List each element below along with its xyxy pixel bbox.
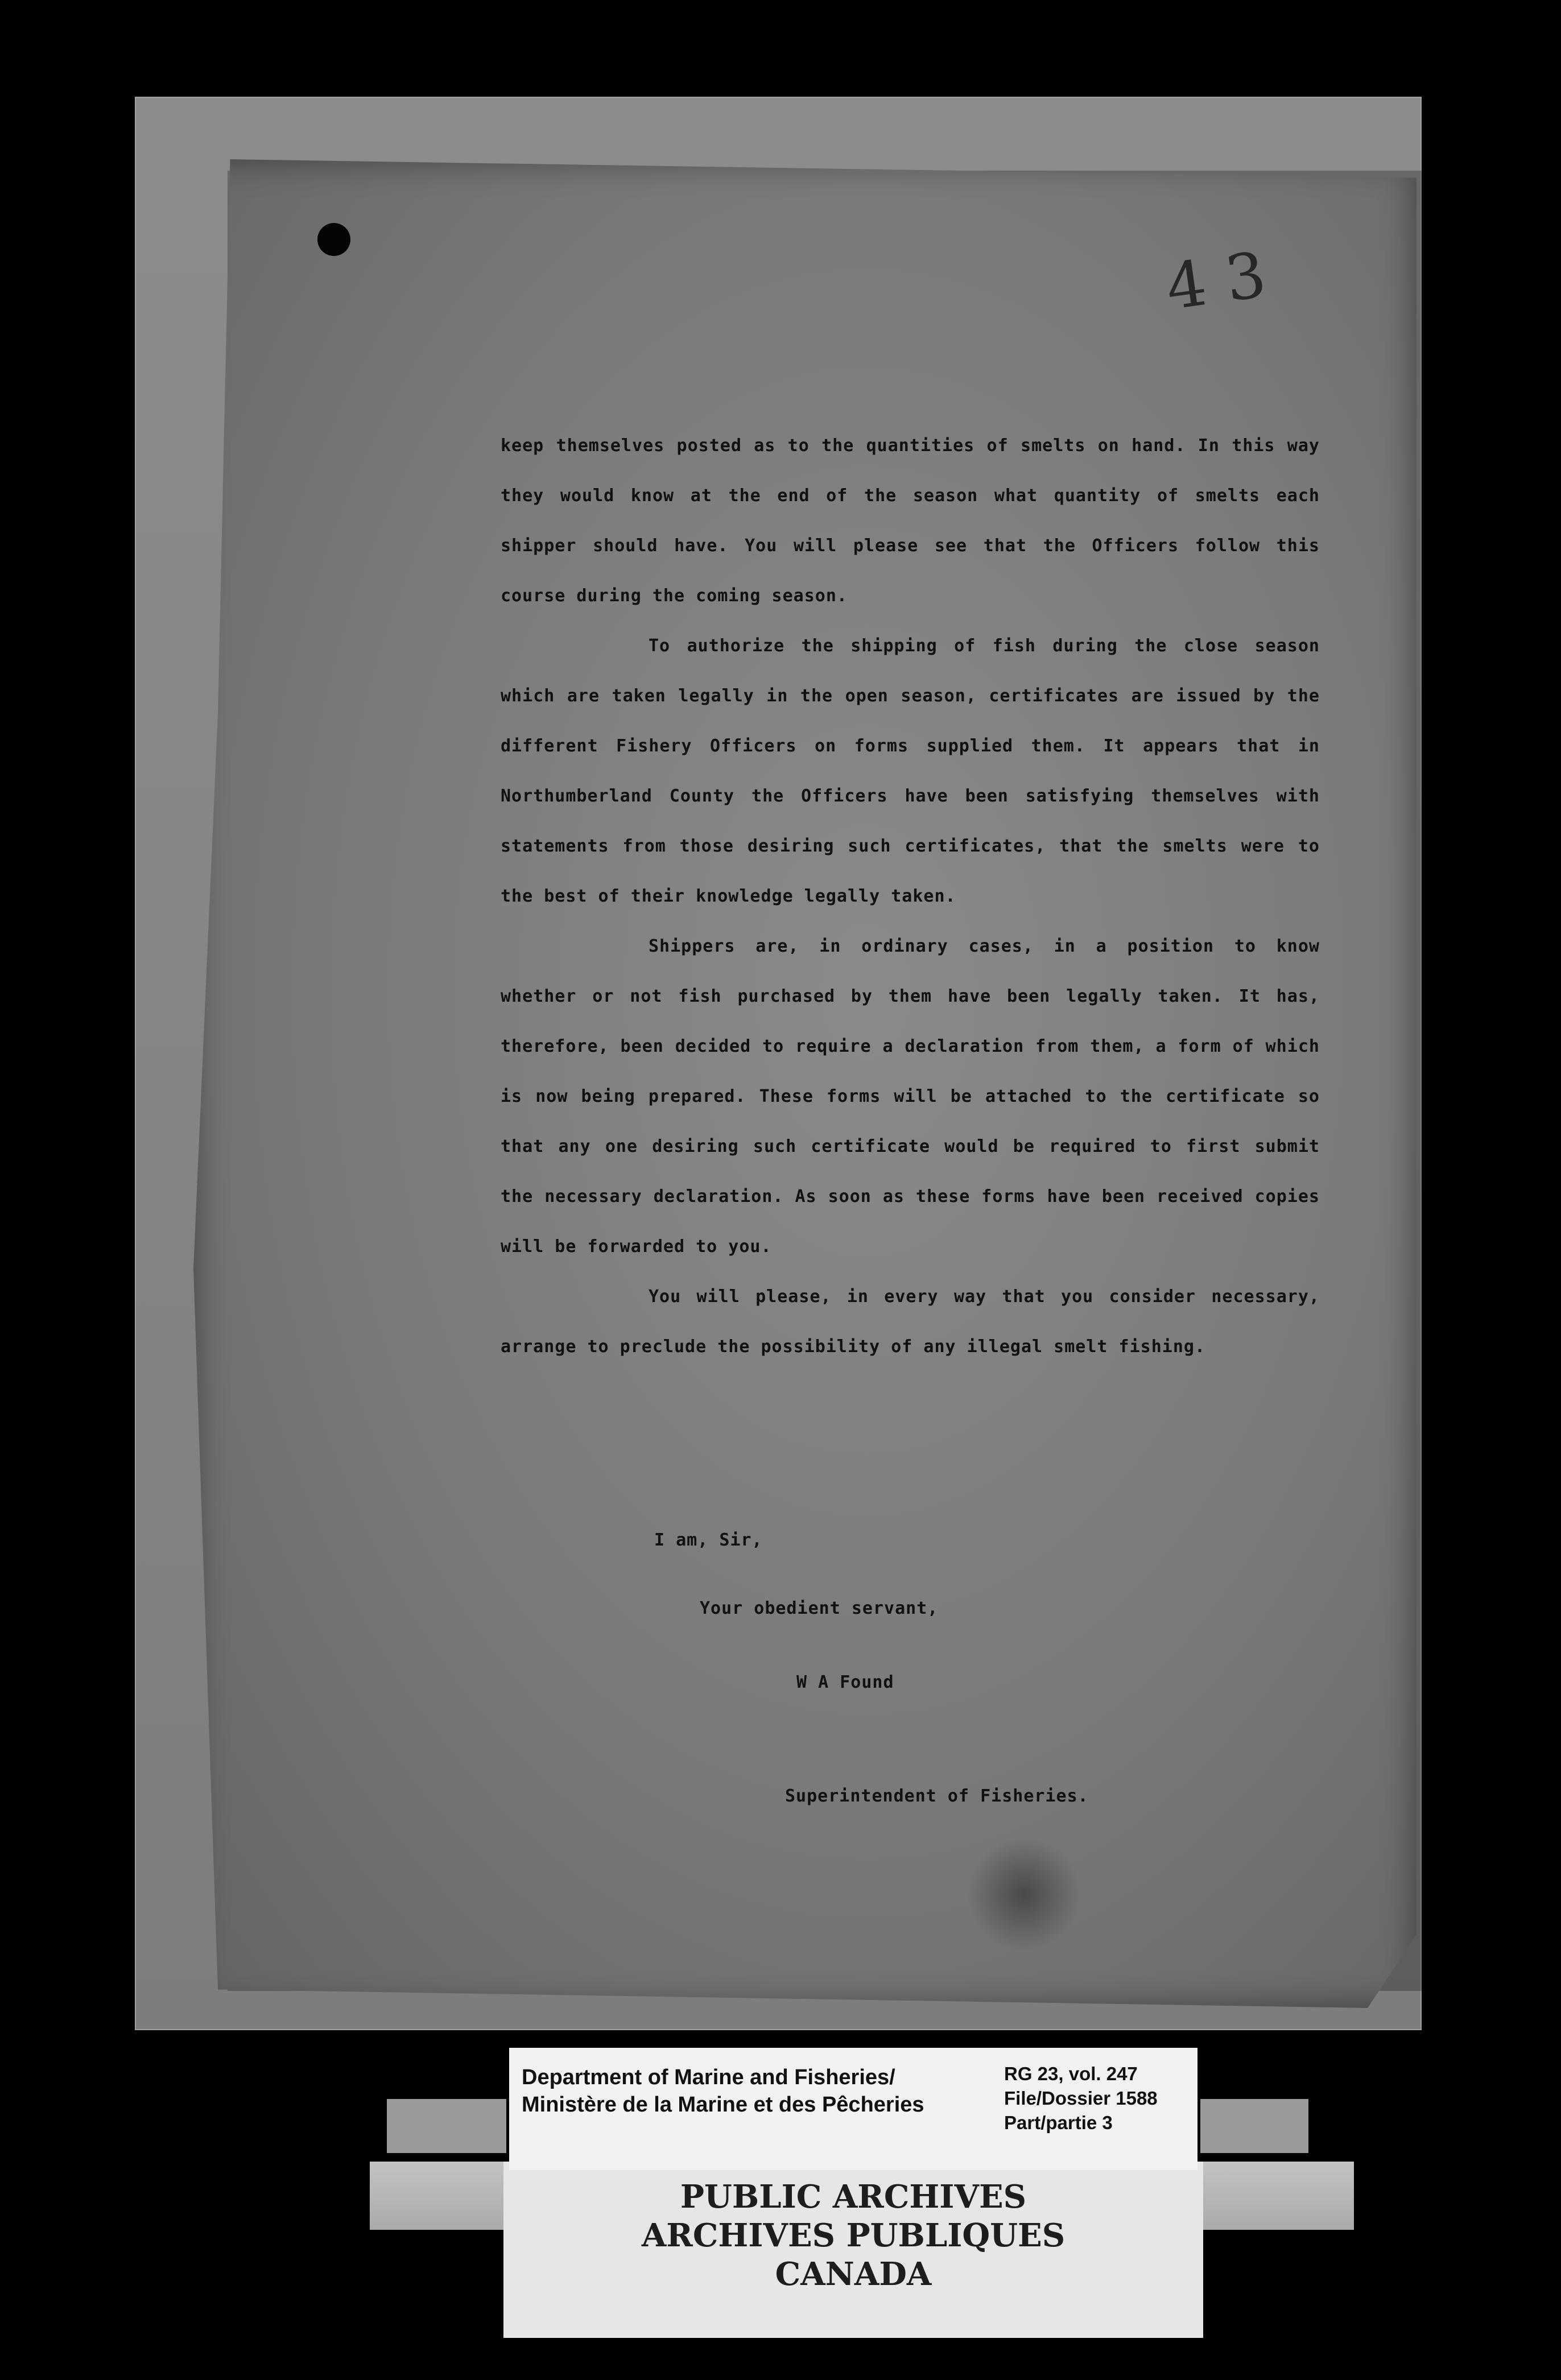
paragraph-2: To authorize the shipping of fish during the close season which are taken legally in the open season, certificates are issued by the different Fishery Officers on forms supplied them. It appears that in Northumberland County the Officers have been satisfying themselves with statements from those desiring such certificates, that the smelts were to the best of their knowledge legally taken. — [501, 636, 1320, 906]
valediction: Your obedient servant, — [700, 1598, 939, 1618]
stamp-line-2: ARCHIVES PUBLIQUES — [641, 2217, 1066, 2254]
stamp-line-1: PUBLIC ARCHIVES — [680, 2178, 1027, 2216]
label-tab-left — [387, 2099, 506, 2153]
reference-file: File/Dossier 1588 — [1004, 2088, 1158, 2109]
folio-mark: 4 3 — [1161, 238, 1270, 324]
closing-line: I am, Sir, — [654, 1530, 763, 1550]
archives-stamp — [503, 2162, 1203, 2338]
stamp-line-3: CANADA — [775, 2255, 932, 2293]
signature: W A Found — [796, 1672, 894, 1692]
department-en: Department of Marine and Fisheries/ — [522, 2065, 895, 2089]
archive-label — [509, 2048, 1197, 2170]
paragraph-3: Shippers are, in ordinary cases, in a position to know whether or not fish purchased by them have been legally taken. It has, therefore, been decided to require a declaration from them, a form of which is now being prepared. These forms will be attached to the certificate so that any one desiring such certificate would be required to first submit the necessary declaration. As soon as these forms have been received copies will be forwarded to you. — [501, 936, 1320, 1257]
letter-body — [501, 421, 1320, 1372]
label-department — [522, 2064, 924, 2118]
punch-hole — [317, 223, 350, 256]
paragraph-4: You will please, in every way that you consider necessary, arrange to preclude the possibility of any illegal smelt fishing. — [501, 1287, 1320, 1357]
department-fr: Ministère de la Marine et des Pêcheries — [522, 2093, 924, 2117]
paragraph-1: keep themselves posted as to the quantities of smelts on hand. In this way they would know at the end of the season what quantity of smelts each shipper should have. You will please see that the Officers follow this course during the coming season. — [501, 436, 1320, 606]
signatory-title: Superintendent of Fisheries. — [785, 1786, 1089, 1806]
reference-part: Part/partie 3 — [1004, 2112, 1113, 2133]
label-tab-right — [1200, 2099, 1308, 2153]
ink-smudge — [967, 1837, 1081, 1951]
reference-rg: RG 23, vol. 247 — [1004, 2063, 1138, 2084]
label-reference — [1004, 2061, 1158, 2135]
